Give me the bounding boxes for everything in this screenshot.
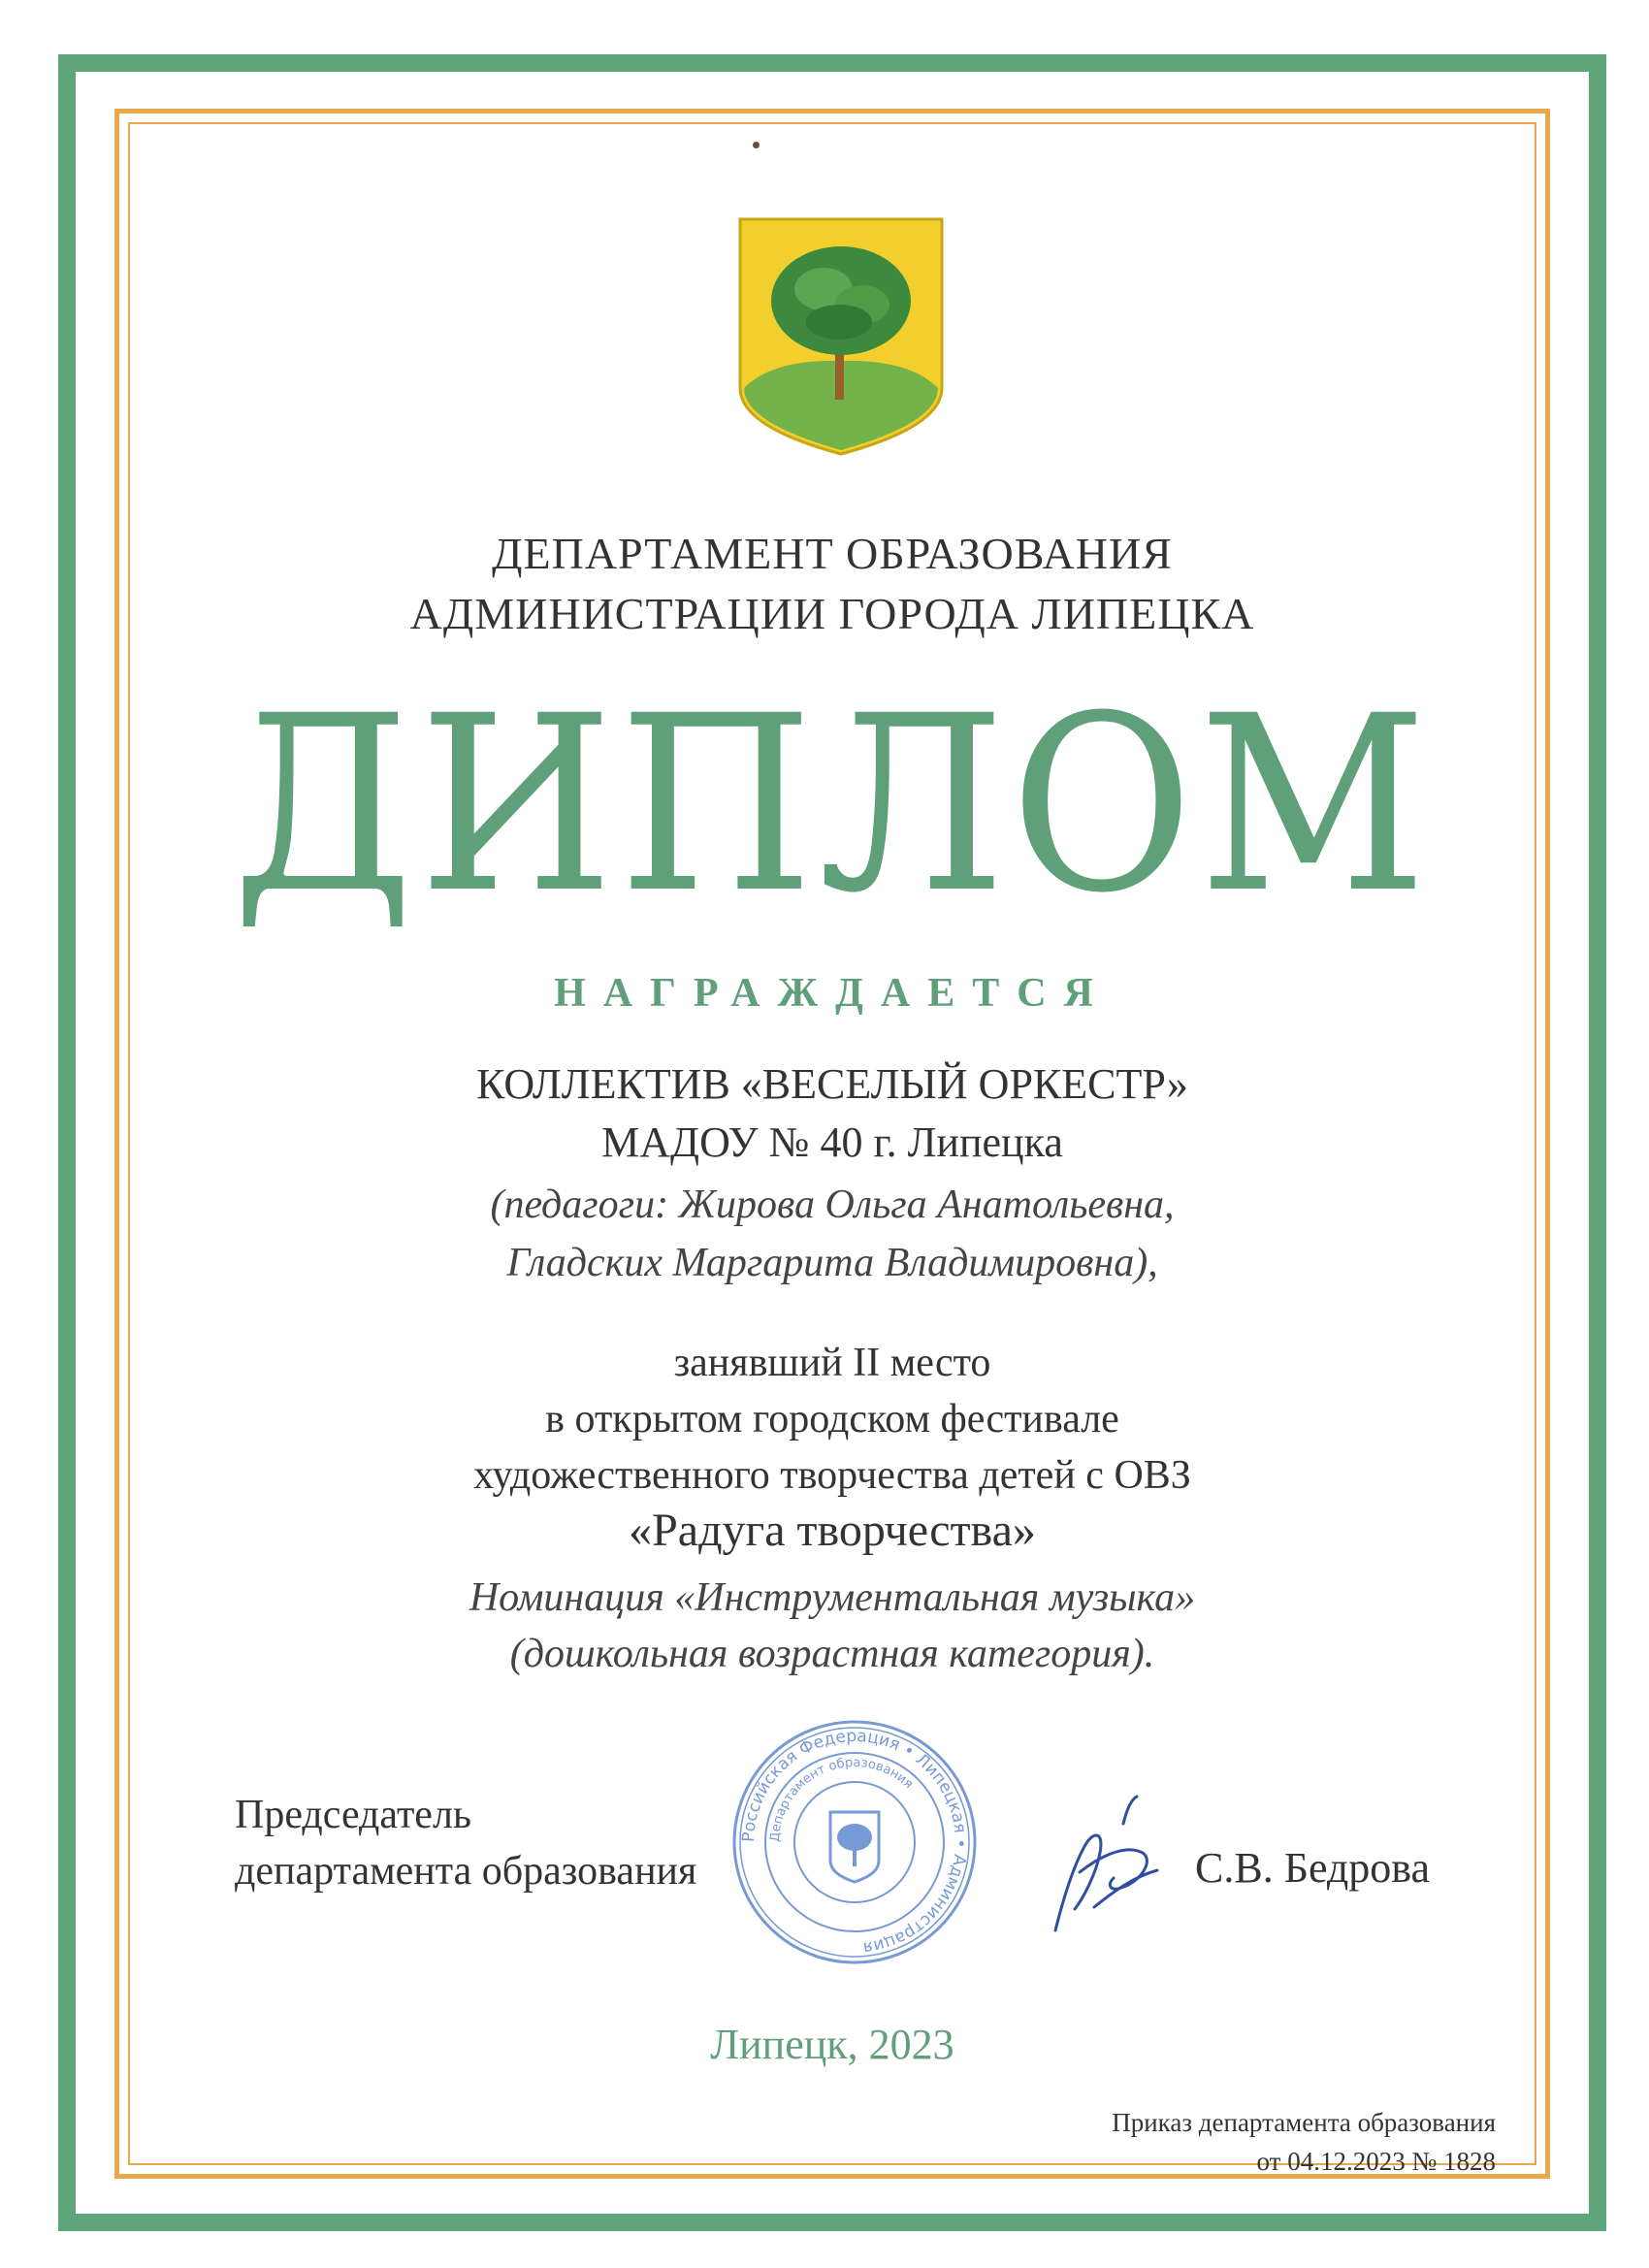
order-reference-line-2: от 04.12.2023 № 1828 — [1256, 2147, 1496, 2176]
achievement-festival-line: в открытом городском фестивале — [545, 1397, 1119, 1442]
nomination-title: Номинация «Инструментальная музыка» — [469, 1575, 1196, 1620]
lipetsk-coat-of-arms-icon — [734, 215, 948, 460]
order-reference — [1112, 2103, 1496, 2181]
teachers — [136, 1176, 1529, 1292]
nomination — [136, 1570, 1529, 1682]
official-seal-icon — [729, 1717, 980, 1967]
place-and-year: Липецк, 2023 — [710, 2021, 954, 2068]
speck — [753, 142, 760, 148]
department-name — [136, 524, 1529, 644]
achievement-festival-subject: художественного творчества детей с ОВЗ — [473, 1453, 1191, 1498]
festival-name: «Радуга творчества» — [629, 1505, 1036, 1556]
recipient-institution: МАДОУ № 40 г. Липецка — [601, 1118, 1063, 1166]
handwritten-signature-icon — [1036, 1785, 1181, 1940]
seal-outer-text: Российская Федерация • Липецкая • Администрация — [738, 1726, 971, 1958]
recipient-collective: КОЛЛЕКТИВ «ВЕСЕЛЫЙ ОРКЕСТР» — [476, 1060, 1188, 1108]
signer-position-line-1: Председатель — [235, 1793, 472, 1837]
department-line-1: ДЕПАРТАМЕНТ ОБРАЗОВАНИЯ — [492, 529, 1173, 578]
recipient — [136, 1055, 1529, 1172]
signer-name: С.В. Бедрова — [1195, 1844, 1431, 1892]
signer-position — [235, 1787, 696, 1899]
department-line-2: АДМИНИСТРАЦИИ ГОРОДА ЛИПЕЦКА — [409, 589, 1255, 638]
diploma-title: ДИПЛОМ — [232, 664, 1433, 946]
signer-position-line-2: департамента образования — [235, 1849, 697, 1894]
nomination-category: (дошкольная возрастная категория). — [509, 1632, 1155, 1676]
achievement — [136, 1335, 1529, 1504]
order-reference-line-1: Приказ департамента образования — [1112, 2108, 1496, 2137]
seal-inner-text: Департамент образования — [767, 1755, 917, 1843]
achievement-place: занявший II место — [673, 1341, 991, 1385]
teachers-line-2: Гладских Маргарита Владимировна), — [506, 1241, 1158, 1285]
awarded-label: НАГРАЖДАЕТСЯ — [554, 971, 1111, 1016]
teachers-line-1: (педагоги: Жирова Ольга Анатольевна, — [490, 1183, 1175, 1227]
